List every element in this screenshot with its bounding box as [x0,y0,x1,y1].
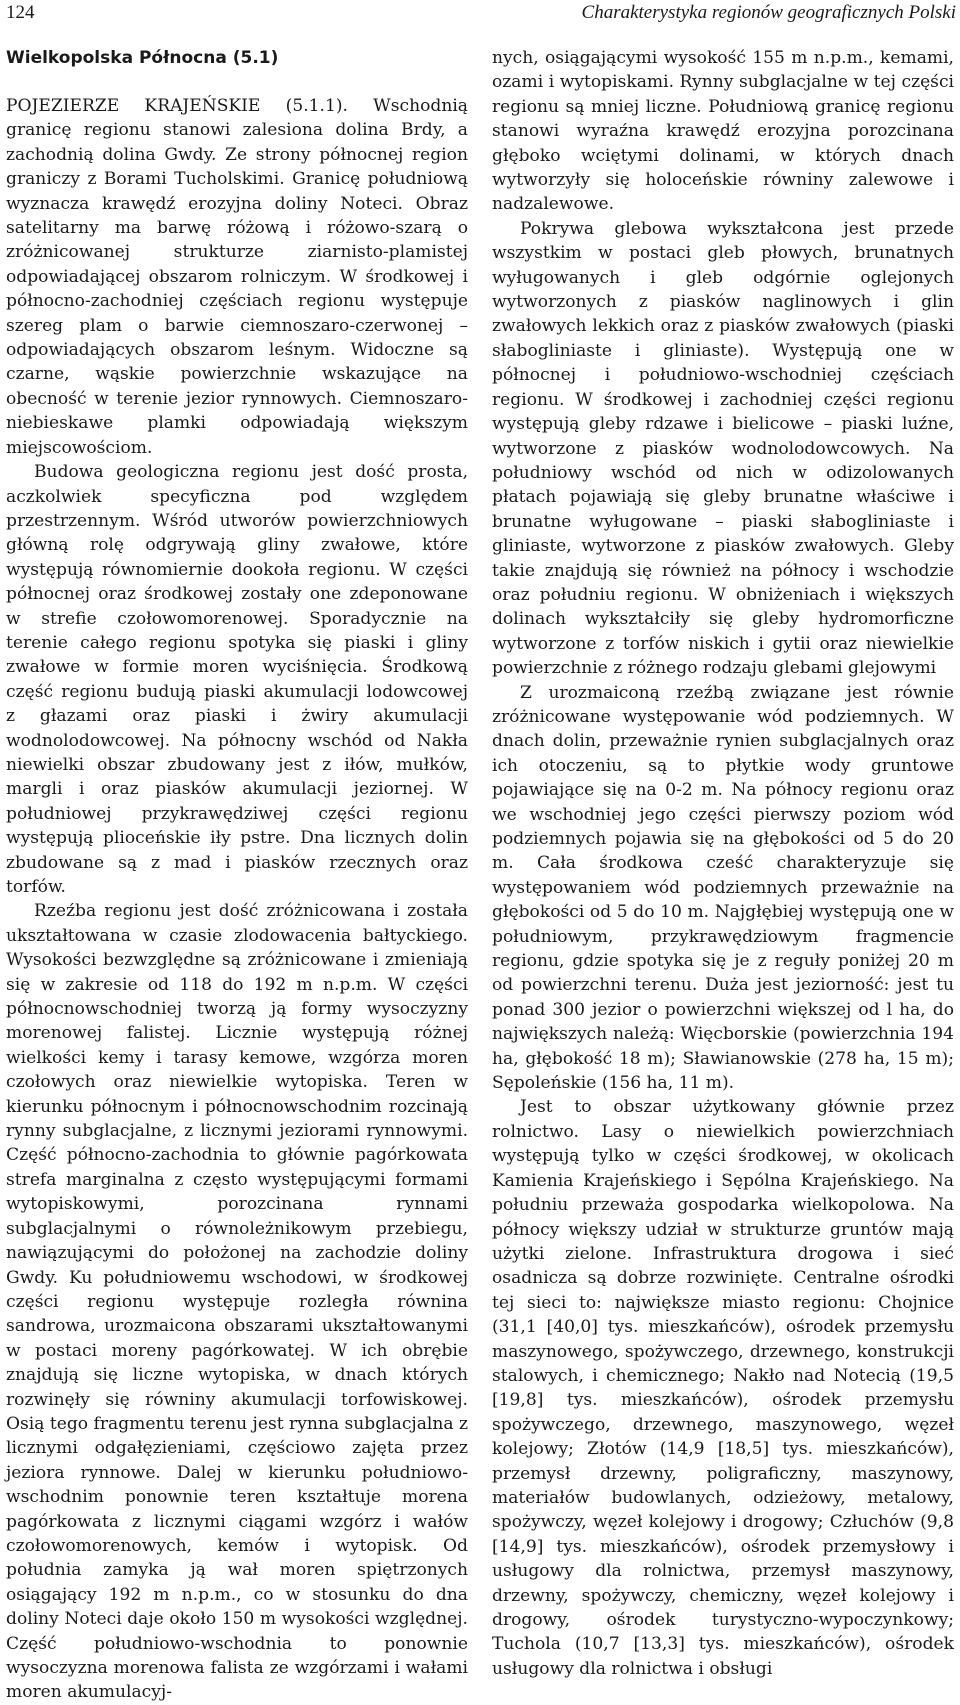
paragraph: nych, osiągającymi wysokość 155 m n.p.m., kemami, ozami i wytopiskami. Rynny subglacjalne w tej części regionu są mniej liczne. Południową granicę regionu stanowi wyraźna krawędź erozyjna porozcinana głęboko wciętymi dolinami, w których dnach wytworzyły się holoceńskie równiny zalewowe i nadzalewowe. [492,48,954,215]
paragraph: Budowa geologiczna regionu jest dość prosta, aczkolwiek specyficzna pod względem przestrzennym. Wśród utworów powierzchniowych główną rolę odgrywają gliny zwałowe, które występują równomiernie dookoła regionu. W części północnej oraz środkowej zostały one zdeponowane w strefie czołowomorenowej. Sporadycznie na terenie całego regionu spotyka się piaski i gliny zwałowe w formie moren wyciśnięcia. Środkową część regionu budują piaski akumulacji lodowcowej z głazami oraz piaski i żwiry akumulacji wodnolodowcowej. Na północny wschód od Nakła niewielki obszar zbudowany jest z iłów, mułków, margli i oraz piasków akumulacji jeziornej. W południowej przykrawędziwej części regionu występują plioceńskie iły pstre. Dna licznych dolin zbudowane są z mad i piasków rzecznych oraz torfów. [6,462,468,897]
paragraph: Z urozmaiconą rzeźbą związane jest równie zróżnicowane występowanie wód podziemnych. W dnach dolin, przeważnie rynien subglacjalnych oraz ich otoczeniu, są to płytkie wody gruntowe pojawiające się na 0-2 m. Na północy regionu oraz we wschodniej jego części pierwszy poziom wód podziemnych pojawia się na głębokości od 5 do 20 m. Cała środkowa cześć charakteryzuje się występowaniem wód podziemnych przeważnie na głębokości od 5 do 10 m. Najgłębiej występują one w południowym, przykrawędziowym fragmencie regionu, gdzie spotyka się je z reguły poniżej 20 m od powierzchni terenu. Duża jest jeziorność: jest tu ponad 300 jezior o powierzchni większej od l ha, do największych należą: Więcborskie (powierzchnia 194 ha, głębokość 18 m); Sławianowskie (278 ha, 15 m); Sępoleńskie (156 ha, 11 m). [492,682,954,1094]
paragraph: Jest to obszar użytkowany głównie przez rolnictwo. Lasy o niewielkich powierzchniach występują tylko w części środkowej, w okolicach Kamienia Krajeńskiego i Sępólna Krajeńskiego. Na południu przeważa gospodarka wielkopolowa. Na północy większy udział w strukturze gruntów mają użytki zielone. Infrastruktura drogowa i sieć osadnicza są dobrze rozwinięte. Centralne ośrodki tej sieci to: największe miasto regionu: Chojnice (31,1 [40,0] tys. mieszkańców), ośrodek przemysłu maszynowego, spożywczego, drzewnego, konstrukcji stalowych, i chemicznego; Nakło nad Notecią (19,5 [19,8] tys. mieszkańców), ośrodek przemysłu spożywczego, drzewnego, maszynowego, węzeł kolejowy; Złotów (14,9 [18,5] tys. mieszkańców), przemysł drzewny, poligraficzny, maszynowy, materiałów budowlanych, odzieżowy, metalowy, spożywczy, węzeł kolejowy i drogowy; Człuchów (9,8 [14,9] tys. mieszkańców), ośrodek przemysłowy i usługowy dla rolnictwa, przemysł maszynowy, drzewny, spożywczy, chemiczny, węzeł kolejowy i drogowy, ośrodek turystyczno-wypoczynkowy; Tuchola (10,7 [13,3] tys. mieszkańców), ośrodek usługowy dla rolnictwa i obsługi [492,1097,954,1679]
running-title: Charakterystyka regionów geograficznych Polski [581,2,956,23]
paragraph: Pokrywa glebowa wykształcona jest przede wszystkim w postaci gleb płowych, brunatnych wyługowanych i gleb odgórnie oglejonych wytworzonych z piasków naglinowych i glin zwałowych lekkich oraz z piasków zwałowych (piaski słabogliniaste i gliniaste). Występują one w północnej i południowo-wschodniej częściach regionu. W środkowej i zachodniej części regionu występują gleby rdzawe i bielicowe – piaski luźne, wytworzone z piasków wodnolodowcowych. Na południowy wschód od nich w odizolowanych płatach pojawiają się gleby brunatne właściwe i brunatne wyługowane – piaski słabogliniaste i gliniaste, wytworzone z piasków zwałowych. Gleby takie znajdują się również na północy i wschodzie oraz południu regionu. W obniżeniach i większych dolinach wykształciły się gleby hydromorficzne wytworzone z torfów niskich i gytii oraz niewielkie powierzchnie z różnego rodzaju glebami glejowymi [492,218,954,679]
paragraph: Rzeźba regionu jest dość zróżnicowana i została ukształtowana w czasie zlodowacenia bałtyckiego. Wysokości bezwzględne są zróżnicowane i zmieniają się w zakresie od 118 do 192 m n.p.m. W części północnowschodniej tworzą ją formy wysoczyzny morenowej falistej. Licznie występują różnej wielkości kemy i tarasy kemowe, wzgórza moren czołowych oraz niewielkie wytopiska. Teren w kierunku północnym i północnowschodnim rozcinają rynny subglacjalne, z licznymi jeziorami rynnowymi. Część północno-zachodnia to głównie pagórkowata strefa marginalna z często występującymi formami wytopiskowymi, porozcinana rynnami subglacjalnymi o równoleżnikowym przebiegu, nawiązującymi do położonej na zachodzie doliny Gwdy. Ku południowemu wschodowi, w środkowej części regionu występuje rozległa równina sandrowa, urozmaicona obszarami ukształtowanymi w postaci moreny pagórkowatej. W ich obrębie znajdują się liczne wytopiska, w dnach których rozwinęły się równiny akumulacji torfowiskowej. Osią tego fragmentu terenu jest rynna subglacjalna z licznymi odgałęzieniami, częściowo zajęta przez jeziora rynnowe. Dalej w kierunku południowo-wschodnim ponownie teren kształtuje morena pagórkowata z licznymi ciągami wzgórz i wałów czołowomorenowych, kemów i wytopisk. Od południa zamyka ją wał moren spiętrzonych osiągający 192 m n.p.m., co w stosunku do dna doliny Noteci daje około 150 m wysokości względnej. Część południowo-wschodnia to ponownie wysoczyzna morenowa falista ze wzgórzami i wałami moren akumulacyj- [6,901,468,1703]
page-number: 124 [6,2,35,23]
left-column [6,46,468,1705]
paragraph: POJEZIERZE KRAJEŃSKIE (5.1.1). Wschodnią granicę regionu stanowi zalesiona dolina Brdy, a zachodnią dolina Gwdy. Ze strony północnej region graniczy z Borami Tucholskimi. Granicę południową wyznacza krawędź erozyjna doliny Noteci. Obraz satelitarny ma barwę różową i różowo-szarą o zróżnicowanej strukturze ziarnisto-plamistej odpowiadającej obszarom rolniczym. W środkowej i północno-zachodniej częściach regionu występuje szereg plam o barwie ciemnoszaro-czerwonej – odpowiadających obszarom leśnym. Widoczne są czarne, wąskie powierzchnie wskazujące na obecność w terenie jezior rynnowych. Ciemnoszaro-niebieskawe plamki odpowiadają większym miejscowościom. [6,96,468,458]
page-header [0,0,960,30]
section-heading: Wielkopolska Północna (5.1) [6,48,279,68]
right-column [492,46,954,1681]
